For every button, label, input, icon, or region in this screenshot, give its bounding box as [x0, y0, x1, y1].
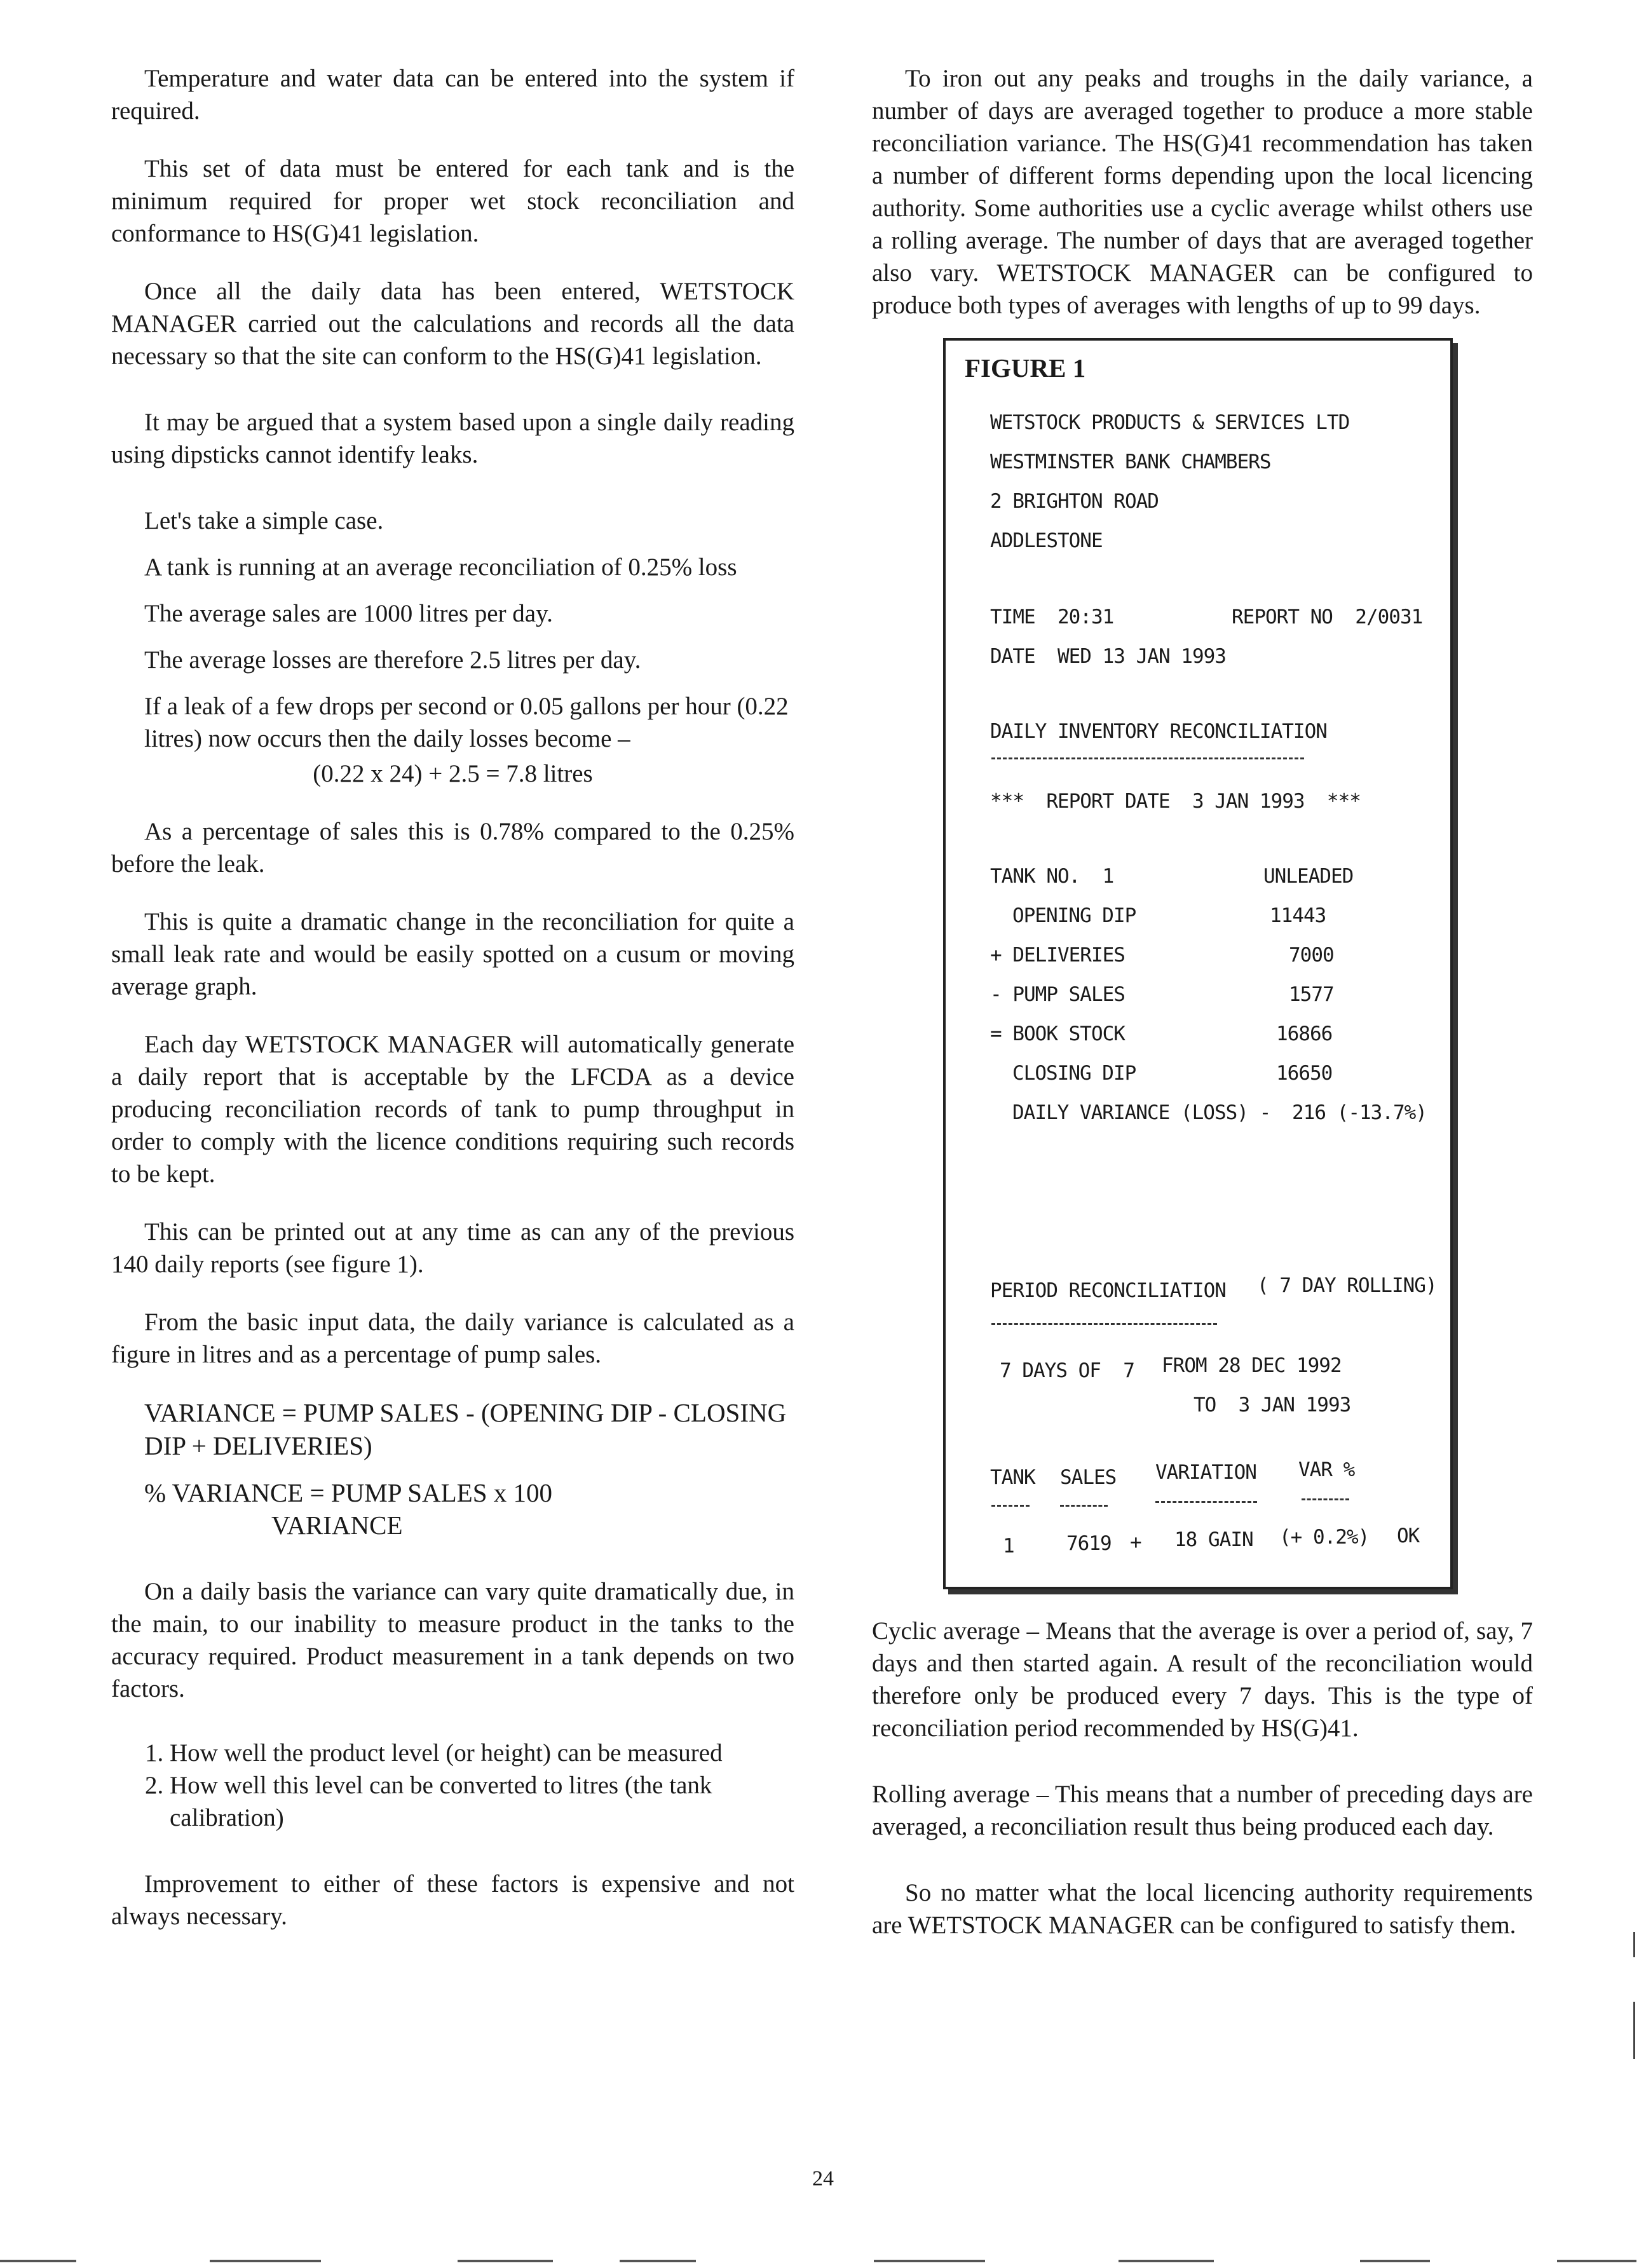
- paragraph: So no matter what the local licencing authority requirements are WETSTOCK MANAGER can be configured to satisfy them.: [872, 1879, 1533, 1939]
- divider: [991, 1505, 1030, 1507]
- list-item: 1. How well the product level (or height) can be measured: [170, 1737, 794, 1769]
- address-line: WESTMINSTER BANK CHAMBERS: [990, 451, 1271, 473]
- paragraph: This is quite a dramatic change in the reconciliation for quite a small leak rate and would be easily spotted on a cusum or moving average graph.: [111, 908, 794, 1000]
- row-label: CLOSING DIP: [1012, 1062, 1136, 1085]
- row-label: OPENING DIP: [1012, 904, 1136, 927]
- period-type: ( 7 DAY ROLLING): [1257, 1274, 1437, 1297]
- row-value: 16866: [1276, 1022, 1333, 1045]
- report-time: TIME 20:31: [990, 606, 1114, 628]
- table-cell: 18 GAIN: [1174, 1528, 1253, 1551]
- divider: [991, 1323, 1217, 1325]
- paragraph: Each day WETSTOCK MANAGER will automatically generate a daily report that is acceptable by the LFCDA as a device producing reconciliation records of tank to pump throughput in order to comply with the licence conditions requiring such records to be kept.: [111, 1031, 794, 1188]
- list-item: 2. How well this level can be converted to litres (the tank calibration): [170, 1769, 794, 1834]
- divider: [991, 757, 1304, 759]
- page-number: 24: [812, 2167, 834, 2190]
- paragraph: From the basic input data, the daily variance is calculated as a figure in litres and as a percentage of pump sales.: [111, 1308, 794, 1368]
- row-value: 216 (-13.7%): [1292, 1101, 1427, 1124]
- scan-edge: [210, 2260, 321, 2262]
- case-line: The average sales are 1000 litres per day.: [144, 600, 553, 627]
- period-title: PERIOD RECONCILIATION: [990, 1279, 1226, 1302]
- right-column: [872, 62, 1533, 1941]
- leak-formula: (0.22 x 24) + 2.5 = 7.8 litres: [313, 760, 593, 787]
- row-value: 16650: [1276, 1062, 1333, 1085]
- case-line: If a leak of a few drops per second or 0.05 gallons per hour (0.22 litres) now occurs then the daily losses become –: [144, 693, 789, 752]
- table-header: VARIATION: [1155, 1461, 1256, 1484]
- variance-equation: VARIANCE = PUMP SALES - (OPENING DIP - CLOSING DIP + DELIVERIES): [144, 1398, 787, 1460]
- row-value: 11443: [1270, 904, 1326, 927]
- percent-variance-equation: % VARIANCE = PUMP SALES x 100: [144, 1478, 553, 1507]
- tank-product: UNLEADED: [1263, 865, 1354, 888]
- paragraph: Improvement to either of these factors is expensive and not always necessary.: [111, 1870, 794, 1930]
- scan-edge: [1119, 2260, 1214, 2262]
- row-value: 1577: [1289, 983, 1334, 1006]
- table-cell: (+ 0.2%): [1279, 1526, 1370, 1549]
- figure-title: FIGURE 1: [965, 353, 1086, 383]
- divider: [1060, 1505, 1108, 1507]
- scan-edge: [874, 2260, 985, 2262]
- scan-edge: [1633, 2002, 1635, 2059]
- percent-variance-denominator: VARIANCE: [271, 1511, 403, 1540]
- period-from: FROM 28 DEC 1992: [1162, 1354, 1342, 1377]
- report-title: DAILY INVENTORY RECONCILIATION: [990, 720, 1327, 743]
- left-column: [111, 62, 794, 1932]
- paragraph: On a daily basis the variance can vary quite dramatically due, in the main, to our inability to measure product in the tanks to the accuracy required. Product measurement in a tank depends on two factors.: [111, 1578, 794, 1702]
- company-name: WETSTOCK PRODUCTS & SERVICES LTD: [990, 411, 1350, 434]
- paragraph: Temperature and water data can be entered into the system if required.: [111, 65, 794, 125]
- period-to: TO 3 JAN 1993: [1194, 1394, 1351, 1416]
- scan-edge: [1633, 1932, 1635, 1957]
- period-days: 7 DAYS OF 7: [1000, 1359, 1134, 1382]
- table-cell-status: OK: [1397, 1524, 1420, 1547]
- scan-edge: [1360, 2260, 1430, 2262]
- divider: [1155, 1501, 1257, 1503]
- scan-edge: [0, 2260, 76, 2262]
- table-cell: +: [1130, 1531, 1141, 1554]
- table-header: SALES: [1060, 1466, 1117, 1489]
- paragraph: Once all the daily data has been entered, WETSTOCK MANAGER carried out the calculations and records all the data necessary so that the site can conform to the HS(G)41 legislation.: [111, 278, 794, 370]
- row-label: + DELIVERIES: [990, 944, 1125, 967]
- row-label: - PUMP SALES: [990, 983, 1125, 1006]
- address-line: ADDLESTONE: [990, 529, 1103, 552]
- table-cell: 7619: [1066, 1532, 1112, 1555]
- scan-edge: [620, 2260, 696, 2262]
- divider: [1302, 1498, 1349, 1500]
- factor-list: [111, 1737, 794, 1834]
- case-intro: Let's take a simple case.: [144, 507, 384, 534]
- report-date: DATE WED 13 JAN 1993: [990, 645, 1226, 668]
- scan-edge: [1557, 2260, 1636, 2262]
- scan-edge: [458, 2260, 553, 2262]
- case-line: A tank is running at an average reconciliation of 0.25% loss: [144, 553, 737, 581]
- paragraph: To iron out any peaks and troughs in the daily variance, a number of days are averaged together to produce a more stable reconciliation variance. The HS(G)41 recommendation has taken a number of different forms depending upon the local licencing authority. Some authorities use a cyclic average whilst others use a rolling average. The number of days that are averaged together also vary. WETSTOCK MANAGER can be configured to produce both types of averages with lengths of up to 99 days.: [872, 65, 1533, 319]
- table-cell: 1: [1003, 1535, 1014, 1558]
- figure-1-report: [943, 338, 1453, 1589]
- row-value: 7000: [1289, 944, 1334, 967]
- row-label: = BOOK STOCK: [990, 1022, 1125, 1045]
- paragraph: As a percentage of sales this is 0.78% compared to the 0.25% before the leak.: [111, 818, 794, 878]
- paragraph: Rolling average – This means that a number of preceding days are averaged, a reconciliation result thus being produced each day.: [872, 1781, 1533, 1840]
- table-header: TANK: [990, 1466, 1035, 1489]
- tank-label: TANK NO. 1: [990, 865, 1114, 888]
- address-line: 2 BRIGHTON ROAD: [990, 490, 1159, 513]
- row-label: DAILY VARIANCE (LOSS) -: [1012, 1101, 1271, 1124]
- case-line: The average losses are therefore 2.5 litres per day.: [144, 646, 641, 674]
- paragraph: Cyclic average – Means that the average is over a period of, say, 7 days and then started again. A result of the reconciliation would therefore only be produced every 7 days. This is the type of reconciliation period recommended by HS(G)41.: [872, 1617, 1533, 1742]
- report-number: REPORT NO 2/0031: [1232, 606, 1423, 628]
- paragraph: This set of data must be entered for each tank and is the minimum required for proper wet stock reconciliation and conformance to HS(G)41 legislation.: [111, 155, 794, 247]
- paragraph: It may be argued that a system based upon a single daily reading using dipsticks cannot identify leaks.: [111, 409, 794, 468]
- report-date-banner: *** REPORT DATE 3 JAN 1993 ***: [990, 790, 1361, 813]
- table-header: VAR %: [1298, 1458, 1355, 1481]
- paragraph: This can be printed out at any time as can any of the previous 140 daily reports (see figure 1).: [111, 1218, 794, 1278]
